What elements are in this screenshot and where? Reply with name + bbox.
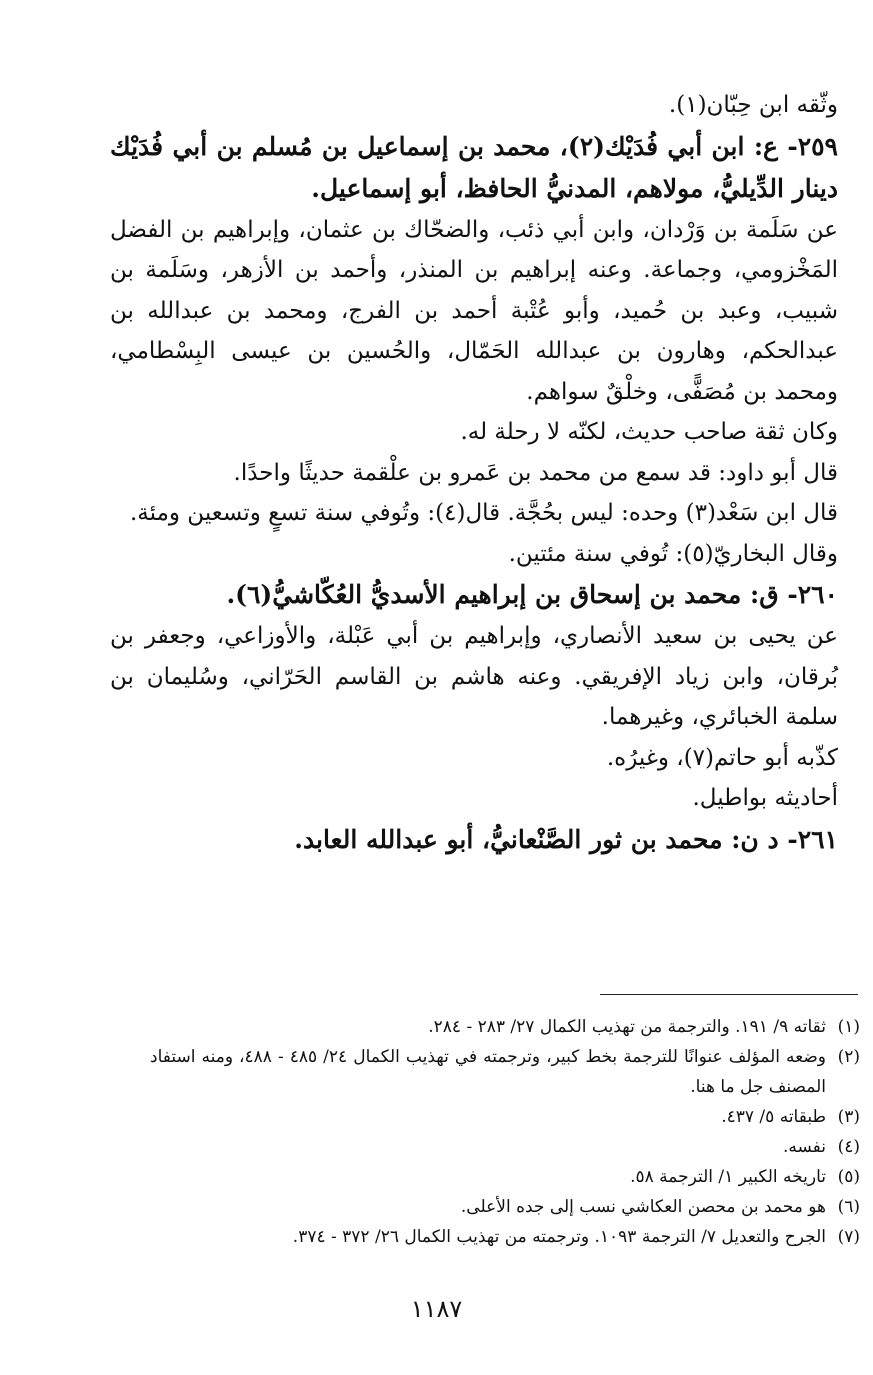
footnote	[150, 1132, 860, 1162]
footnote	[150, 1042, 860, 1102]
footnote-divider	[600, 994, 858, 995]
entry-260	[110, 574, 860, 819]
paragraph: عن سَلَمة بن وَرْدان، وابن أبي ذئب، والضحّاك بن عثمان، وإبراهيم بن الفضل المَخْزومي، وجماعة. وعنه إبراهيم بن المنذر، وأحمد بن الأزهر، وسَلَمة بن شبيب، وعبد بن حُميد، وأبو عُتْبة أحمد بن الفرج، ومحمد بن عبدالله بن عبدالحكم، وهارون بن عبدالله الحَمّال، والحُسين بن عيسى البِسْطامي، ومحمد بن مُصَفًّى، وخلْقٌ سواهم.	[110, 216, 838, 405]
footnote	[150, 1162, 860, 1192]
paragraph: وقال البخاريّ(٥): تُوفي سنة مئتين.	[508, 540, 838, 567]
entry-heading: ٢٦١- د ن: محمد بن ثور الصَّنْعانيُّ، أبو عبدالله العابد.	[294, 824, 838, 854]
entry-heading: ٢٥٩- ع: ابن أبي فُدَيْك(٢)، محمد بن إسماعيل بن مُسلم بن أبي فُدَيْك دينار الدِّيليُّ، مولاهم، المدنيُّ الحافظ، أبو إسماعيل.	[110, 131, 838, 203]
footnote	[150, 1012, 860, 1042]
paragraph: قال أبو داود: قد سمع من محمد بن عَمرو بن علْقمة حديثًا واحدًا.	[233, 459, 838, 486]
footnote-text: وضعه المؤلف عنوانًا للترجمة بخط كبير، وترجمته في تهذيب الكمال ٢٤/ ٤٨٥ - ٤٨٨، ومنه استفاد المصنف جل ما هنا.	[150, 1047, 826, 1097]
main-text	[110, 85, 860, 861]
footnote	[150, 1192, 860, 1222]
footnote	[150, 1102, 860, 1132]
footnote-number: (٥)	[837, 1167, 860, 1187]
footnote-text: تاريخه الكبير ١/ الترجمة ٥٨.	[630, 1167, 826, 1187]
paragraph: قال ابن سَعْد(٣) وحده: ليس بحُجَّة. قال(٤): وتُوفي سنة تسعٍ وتسعين ومئة.	[129, 500, 838, 526]
entry-261	[110, 819, 860, 861]
entry-heading: ٢٦٠- ق: محمد بن إسحاق بن إبراهيم الأسديُّ العُكّاشيُّ(٦).	[226, 580, 838, 609]
footnote-text: نفسه.	[782, 1137, 826, 1157]
footnote-number: (١)	[837, 1017, 860, 1037]
footnote-text: ثقاته ٩/ ١٩١. والترجمة من تهذيب الكمال ٢٧/ ٢٨٣ - ٢٨٤.	[428, 1017, 826, 1037]
paragraph: كذّبه أبو حاتم(٧)، وغيرُه.	[606, 744, 838, 771]
paragraph: وكان ثقة صاحب حديث، لكنّه لا رحلة له.	[460, 419, 838, 445]
footnote-number: (٦)	[837, 1197, 860, 1217]
footnote	[150, 1222, 860, 1252]
entry-259	[110, 126, 860, 575]
footnote-number: (٧)	[837, 1227, 860, 1247]
footnote-text: طبقاته ٥/ ٤٣٧.	[721, 1107, 826, 1127]
footnotes	[150, 1012, 860, 1252]
footnote-number: (٣)	[837, 1107, 860, 1127]
footnote-number: (٢)	[837, 1047, 860, 1067]
footnote-number: (٤)	[837, 1137, 860, 1157]
paragraph: عن يحيى بن سعيد الأنصاري، وإبراهيم بن أبي عَبْلة، والأوزاعي، وجعفر بن بُرقان، وابن زياد الإفريقي. وعنه هاشم بن القاسم الحَرّاني، وسُليمان بن سلمة الخبائري، وغيرهما.	[110, 623, 838, 730]
footnote-text: الجرح والتعديل ٧/ الترجمة ١٠٩٣. وترجمته من تهذيب الكمال ٢٦/ ٣٧٢ - ٣٧٤.	[292, 1227, 826, 1247]
paragraph: وثّقه ابن حِبّان(١).	[668, 92, 838, 118]
paragraph: أحاديثه بواطيل.	[692, 785, 838, 811]
page-number: ١١٨٧	[410, 1295, 463, 1323]
footnote-text: هو محمد بن محصن العكاشي نسب إلى جده الأعلى.	[460, 1197, 826, 1217]
